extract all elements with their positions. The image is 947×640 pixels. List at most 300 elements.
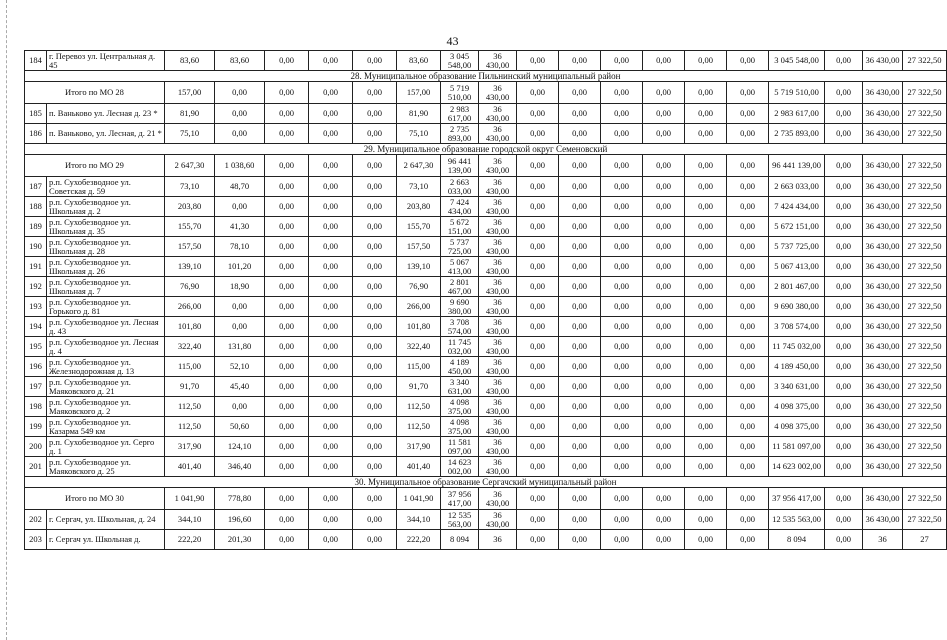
table-cell: 0,00 [215, 397, 265, 417]
table-cell: 0,00 [559, 51, 601, 71]
table-cell: 12 535 563,00 [441, 510, 479, 530]
table-cell: 11 745 032,00 [769, 337, 825, 357]
table-cell: 27 [903, 530, 947, 550]
table-cell: 36 430,00 [863, 177, 903, 197]
table-cell: 0,00 [685, 377, 727, 397]
table-cell: 36 430,00 [863, 277, 903, 297]
row-number: 201 [25, 457, 47, 477]
row-number: 193 [25, 297, 47, 317]
section-title: 30. Муниципальное образование Сергачский муниципальный район [25, 477, 947, 488]
table-cell: 0,00 [309, 51, 353, 71]
table-cell: 201,30 [215, 530, 265, 550]
table-cell: 9 690 380,00 [769, 297, 825, 317]
table-cell: 4 098 375,00 [441, 397, 479, 417]
table-cell: 0,00 [353, 437, 397, 457]
table-cell: 91,70 [165, 377, 215, 397]
table-cell: 2 801 467,00 [441, 277, 479, 297]
table-cell: 0,00 [643, 317, 685, 337]
table-cell: 0,00 [601, 377, 643, 397]
table-cell: 0,00 [727, 297, 769, 317]
table-cell: 0,00 [353, 257, 397, 277]
table-cell: 0,00 [559, 197, 601, 217]
table-cell: 5 719 510,00 [441, 82, 479, 104]
table-row [25, 357, 947, 377]
table-cell: 2 983 617,00 [769, 104, 825, 124]
table-cell: 0,00 [685, 104, 727, 124]
table-cell: 36 430,00 [863, 317, 903, 337]
table-cell: 14 623 002,00 [769, 457, 825, 477]
table-cell: 0,00 [517, 104, 559, 124]
table-cell: 266,00 [397, 297, 441, 317]
table-cell: 0,00 [601, 155, 643, 177]
table-cell: 0,00 [727, 437, 769, 457]
table-cell: 36 430,00 [863, 155, 903, 177]
table-cell: 5 672 151,00 [769, 217, 825, 237]
row-number: 191 [25, 257, 47, 277]
table-cell: 0,00 [215, 124, 265, 144]
table-cell: 5 067 413,00 [769, 257, 825, 277]
row-number: 197 [25, 377, 47, 397]
table-cell: 0,00 [353, 337, 397, 357]
table-cell: 3 340 631,00 [769, 377, 825, 397]
table-cell: 157,00 [165, 82, 215, 104]
table-cell: 203,80 [397, 197, 441, 217]
table-cell: 0,00 [517, 530, 559, 550]
table-cell: 0,00 [643, 237, 685, 257]
table-cell: 101,80 [165, 317, 215, 337]
table-cell: 36 430,00 [863, 82, 903, 104]
table-cell: 0,00 [559, 357, 601, 377]
table-cell: 0,00 [601, 82, 643, 104]
table-cell: 101,80 [397, 317, 441, 337]
table-cell: 0,00 [825, 457, 863, 477]
table-cell: 27 322,50 [903, 457, 947, 477]
table-cell: 139,10 [165, 257, 215, 277]
table-cell: 36 [863, 530, 903, 550]
table-cell: 0,00 [825, 155, 863, 177]
table-cell: 0,00 [825, 510, 863, 530]
table-cell: 0,00 [559, 177, 601, 197]
table-cell: 27 322,50 [903, 197, 947, 217]
table-cell: 0,00 [517, 257, 559, 277]
address-cell: р.п. Сухобезводное ул. Школьная д. 28 [47, 237, 165, 257]
table-cell: 0,00 [309, 488, 353, 510]
table-cell: 0,00 [265, 217, 309, 237]
table-cell: 0,00 [559, 277, 601, 297]
table-cell: 0,00 [685, 417, 727, 437]
housing-fund-table [24, 50, 947, 550]
table-cell: 0,00 [309, 297, 353, 317]
table-cell: 0,00 [643, 51, 685, 71]
table-cell: 0,00 [727, 457, 769, 477]
table-cell: 0,00 [601, 104, 643, 124]
address-cell: р.п. Сухобезводное ул. Советская д. 59 [47, 177, 165, 197]
table-cell: 0,00 [265, 530, 309, 550]
table-cell: 0,00 [517, 317, 559, 337]
table-cell: 344,10 [397, 510, 441, 530]
table-cell: 0,00 [825, 317, 863, 337]
table-cell: 0,00 [559, 530, 601, 550]
table-cell: 0,00 [643, 377, 685, 397]
table-cell: 0,00 [265, 437, 309, 457]
table-cell: 0,00 [727, 197, 769, 217]
table-cell: 155,70 [165, 217, 215, 237]
table-cell: 0,00 [825, 82, 863, 104]
table-cell: 0,00 [727, 488, 769, 510]
address-cell: г. Перевоз ул. Центральная д. 45 [47, 51, 165, 71]
table-cell: 0,00 [643, 510, 685, 530]
table-cell: 0,00 [727, 357, 769, 377]
table-cell: 36 430,00 [479, 417, 517, 437]
table-cell: 0,00 [825, 124, 863, 144]
row-number: 200 [25, 437, 47, 457]
table-cell: 0,00 [265, 104, 309, 124]
row-number: 202 [25, 510, 47, 530]
table-cell: 0,00 [643, 337, 685, 357]
table-cell: 0,00 [265, 82, 309, 104]
table-cell: 0,00 [309, 397, 353, 417]
table-cell: 0,00 [685, 237, 727, 257]
table-cell: 0,00 [643, 155, 685, 177]
table-cell: 0,00 [727, 177, 769, 197]
table-cell: 83,60 [215, 51, 265, 71]
table-row [25, 377, 947, 397]
table-cell: 0,00 [727, 155, 769, 177]
table-row [25, 397, 947, 417]
section-title: 29. Муниципальное образование городской округ Семеновский [25, 144, 947, 155]
table-cell: 36 430,00 [479, 397, 517, 417]
table-cell: 0,00 [601, 530, 643, 550]
table-cell: 0,00 [685, 217, 727, 237]
table-cell: 0,00 [265, 357, 309, 377]
table-cell: 0,00 [309, 510, 353, 530]
address-cell: р.п. Сухобезводное ул. Школьная д. 2 [47, 197, 165, 217]
table-cell: 0,00 [309, 257, 353, 277]
table-cell: 36 430,00 [479, 317, 517, 337]
table-cell: 0,00 [727, 337, 769, 357]
table-cell: 36 430,00 [479, 457, 517, 477]
address-cell: п. Ваньково, ул. Лесная, д. 21 * [47, 124, 165, 144]
table-cell: 0,00 [825, 197, 863, 217]
table-cell: 0,00 [353, 317, 397, 337]
table-cell: 36 430,00 [479, 257, 517, 277]
table-cell: 0,00 [517, 297, 559, 317]
table-cell: 0,00 [517, 417, 559, 437]
table-cell: 0,00 [517, 277, 559, 297]
table-cell: 0,00 [517, 510, 559, 530]
table-cell: 0,00 [643, 457, 685, 477]
table-cell: 1 038,60 [215, 155, 265, 177]
table-cell: 112,50 [397, 397, 441, 417]
table-cell: 27 322,50 [903, 297, 947, 317]
section-header-row [25, 477, 947, 488]
table-cell: 0,00 [685, 530, 727, 550]
row-number: 195 [25, 337, 47, 357]
table-cell: 81,90 [165, 104, 215, 124]
table-cell: 317,90 [165, 437, 215, 457]
row-number: 196 [25, 357, 47, 377]
table-cell: 0,00 [643, 197, 685, 217]
table-cell: 73,10 [397, 177, 441, 197]
table-cell: 0,00 [517, 197, 559, 217]
table-cell: 222,20 [397, 530, 441, 550]
table-cell: 4 189 450,00 [441, 357, 479, 377]
table-cell: 0,00 [517, 51, 559, 71]
table-cell: 0,00 [517, 357, 559, 377]
table-cell: 12 535 563,00 [769, 510, 825, 530]
table-cell: 157,50 [165, 237, 215, 257]
table-cell: 4 098 375,00 [769, 417, 825, 437]
table-cell: 0,00 [517, 82, 559, 104]
address-cell: р.п. Сухобезводное ул. Маяковского д. 21 [47, 377, 165, 397]
table-cell: 0,00 [517, 177, 559, 197]
table-cell: 0,00 [685, 257, 727, 277]
table-cell: 0,00 [309, 457, 353, 477]
table-cell: 37 956 417,00 [441, 488, 479, 510]
table-cell: 0,00 [517, 237, 559, 257]
table-cell: 0,00 [559, 317, 601, 337]
table-cell: 0,00 [727, 124, 769, 144]
table-cell: 3 708 574,00 [769, 317, 825, 337]
table-cell: 81,90 [397, 104, 441, 124]
table-cell: 0,00 [353, 377, 397, 397]
table-cell: 3 045 548,00 [769, 51, 825, 71]
table-cell: 0,00 [601, 257, 643, 277]
table-cell: 0,00 [643, 217, 685, 237]
table-cell: 0,00 [309, 197, 353, 217]
table-cell: 37 956 417,00 [769, 488, 825, 510]
table-cell: 0,00 [517, 155, 559, 177]
table-cell: 0,00 [727, 82, 769, 104]
binding-margin-line [6, 0, 7, 640]
table-cell: 0,00 [601, 237, 643, 257]
table-cell: 0,00 [353, 357, 397, 377]
row-number: 199 [25, 417, 47, 437]
table-cell: 0,00 [353, 277, 397, 297]
table-cell: 52,10 [215, 357, 265, 377]
table-cell: 0,00 [353, 104, 397, 124]
table-cell: 0,00 [353, 237, 397, 257]
table-cell: 0,00 [685, 297, 727, 317]
table-cell: 83,60 [165, 51, 215, 71]
table-cell: 0,00 [643, 104, 685, 124]
table-cell: 0,00 [601, 297, 643, 317]
table-cell: 0,00 [309, 530, 353, 550]
table-cell: 27 322,50 [903, 217, 947, 237]
row-number: 188 [25, 197, 47, 217]
table-cell: 0,00 [517, 457, 559, 477]
table-cell: 139,10 [397, 257, 441, 277]
table-cell: 0,00 [265, 197, 309, 217]
table-cell: 0,00 [825, 437, 863, 457]
table-cell: 0,00 [517, 397, 559, 417]
row-number: 186 [25, 124, 47, 144]
table-cell: 36 430,00 [863, 357, 903, 377]
table-cell: 36 430,00 [479, 155, 517, 177]
table-cell: 0,00 [265, 337, 309, 357]
table-cell: 2 663 033,00 [769, 177, 825, 197]
table-cell: 0,00 [517, 337, 559, 357]
table-cell: 0,00 [559, 488, 601, 510]
table-cell: 36 430,00 [479, 237, 517, 257]
table-row [25, 257, 947, 277]
section-header-row [25, 144, 947, 155]
table-cell: 0,00 [643, 357, 685, 377]
row-number: 187 [25, 177, 47, 197]
table-cell: 3 708 574,00 [441, 317, 479, 337]
table-cell: 0,00 [601, 510, 643, 530]
table-cell: 36 430,00 [863, 257, 903, 277]
table-cell: 0,00 [309, 277, 353, 297]
subtotal-row [25, 155, 947, 177]
table-cell: 75,10 [397, 124, 441, 144]
table-cell: 0,00 [685, 510, 727, 530]
table-cell: 0,00 [309, 104, 353, 124]
table-cell: 2 663 033,00 [441, 177, 479, 197]
table-cell: 112,50 [397, 417, 441, 437]
table-cell: 36 430,00 [479, 337, 517, 357]
table-cell: 0,00 [825, 357, 863, 377]
table-cell: 322,40 [397, 337, 441, 357]
table-cell: 27 322,50 [903, 257, 947, 277]
table-cell: 0,00 [601, 488, 643, 510]
subtotal-label: Итого по МО 29 [25, 155, 165, 177]
table-cell: 0,00 [825, 277, 863, 297]
table-cell: 0,00 [215, 297, 265, 317]
table-cell: 322,40 [165, 337, 215, 357]
table-cell: 0,00 [353, 530, 397, 550]
table-cell: 0,00 [601, 277, 643, 297]
table-cell: 0,00 [643, 417, 685, 437]
address-cell: р.п. Сухобезводное ул. Горького д. 81 [47, 297, 165, 317]
row-number: 184 [25, 51, 47, 71]
table-cell: 0,00 [265, 237, 309, 257]
table-cell: 36 430,00 [479, 51, 517, 71]
table-row [25, 510, 947, 530]
table-cell: 27 322,50 [903, 277, 947, 297]
table-cell: 0,00 [353, 397, 397, 417]
table-cell: 0,00 [265, 257, 309, 277]
table-cell: 0,00 [727, 377, 769, 397]
table-cell: 0,00 [727, 237, 769, 257]
table-cell: 78,10 [215, 237, 265, 257]
table-cell: 0,00 [601, 177, 643, 197]
table-cell: 36 430,00 [863, 217, 903, 237]
address-cell: г. Сергач ул. Школьная д. [47, 530, 165, 550]
table-cell: 36 430,00 [479, 357, 517, 377]
table-cell: 2 647,30 [397, 155, 441, 177]
table-cell: 0,00 [215, 82, 265, 104]
table-cell: 0,00 [825, 397, 863, 417]
section-header-row [25, 71, 947, 82]
table-cell: 27 322,50 [903, 51, 947, 71]
table-cell: 266,00 [165, 297, 215, 317]
table-cell: 0,00 [559, 82, 601, 104]
row-number: 194 [25, 317, 47, 337]
table-cell: 0,00 [727, 397, 769, 417]
table-cell: 0,00 [727, 317, 769, 337]
table-cell: 36 430,00 [863, 397, 903, 417]
table-cell: 1 041,90 [397, 488, 441, 510]
table-cell: 317,90 [397, 437, 441, 457]
table-cell: 0,00 [353, 82, 397, 104]
table-cell: 5 719 510,00 [769, 82, 825, 104]
table-cell: 0,00 [685, 177, 727, 197]
table-cell: 36 430,00 [479, 437, 517, 457]
table-row [25, 437, 947, 457]
table-row [25, 297, 947, 317]
table-cell: 0,00 [265, 297, 309, 317]
table-cell: 203,80 [165, 197, 215, 217]
table-cell: 50,60 [215, 417, 265, 437]
table-cell: 5 672 151,00 [441, 217, 479, 237]
table-cell: 0,00 [601, 124, 643, 144]
table-cell: 0,00 [353, 155, 397, 177]
table-cell: 0,00 [309, 217, 353, 237]
table-cell: 2 735 893,00 [441, 124, 479, 144]
subtotal-row [25, 82, 947, 104]
table-cell: 0,00 [685, 488, 727, 510]
table-cell: 0,00 [825, 104, 863, 124]
table-cell: 0,00 [643, 297, 685, 317]
table-cell: 124,10 [215, 437, 265, 457]
table-cell: 2 983 617,00 [441, 104, 479, 124]
table-cell: 778,80 [215, 488, 265, 510]
table-cell: 36 430,00 [863, 104, 903, 124]
table-cell: 36 430,00 [863, 197, 903, 217]
table-cell: 0,00 [825, 217, 863, 237]
table-cell: 346,40 [215, 457, 265, 477]
table-cell: 36 430,00 [863, 457, 903, 477]
table-cell: 27 322,50 [903, 177, 947, 197]
table-cell: 0,00 [265, 417, 309, 437]
table-cell: 0,00 [215, 197, 265, 217]
table-cell: 0,00 [643, 82, 685, 104]
table-cell: 91,70 [397, 377, 441, 397]
table-cell: 0,00 [559, 297, 601, 317]
table-cell: 5 737 725,00 [441, 237, 479, 257]
table-cell: 0,00 [601, 317, 643, 337]
table-cell: 0,00 [517, 437, 559, 457]
table-cell: 36 430,00 [863, 124, 903, 144]
table-cell: 0,00 [309, 82, 353, 104]
table-cell: 36 430,00 [863, 337, 903, 357]
table-cell: 0,00 [825, 377, 863, 397]
table-cell: 36 430,00 [479, 104, 517, 124]
table-cell: 0,00 [727, 277, 769, 297]
table-cell: 196,60 [215, 510, 265, 530]
table-cell: 27 322,50 [903, 397, 947, 417]
address-cell: р.п. Сухобезводное ул. Лесная д. 4 [47, 337, 165, 357]
table-cell: 0,00 [601, 217, 643, 237]
table-cell: 0,00 [685, 437, 727, 457]
subtotal-label: Итого по МО 28 [25, 82, 165, 104]
table-cell: 344,10 [165, 510, 215, 530]
table-cell: 0,00 [685, 397, 727, 417]
table-cell: 0,00 [309, 437, 353, 457]
table-cell: 401,40 [397, 457, 441, 477]
table-cell: 0,00 [353, 217, 397, 237]
table-cell: 3 340 631,00 [441, 377, 479, 397]
table-cell: 36 430,00 [863, 377, 903, 397]
table-cell: 0,00 [353, 297, 397, 317]
address-cell: р.п. Сухобезводное ул. Казарма 549 км [47, 417, 165, 437]
table-cell: 5 737 725,00 [769, 237, 825, 257]
table-cell: 36 430,00 [479, 277, 517, 297]
table-row [25, 124, 947, 144]
table-cell: 157,50 [397, 237, 441, 257]
table-cell: 0,00 [685, 337, 727, 357]
